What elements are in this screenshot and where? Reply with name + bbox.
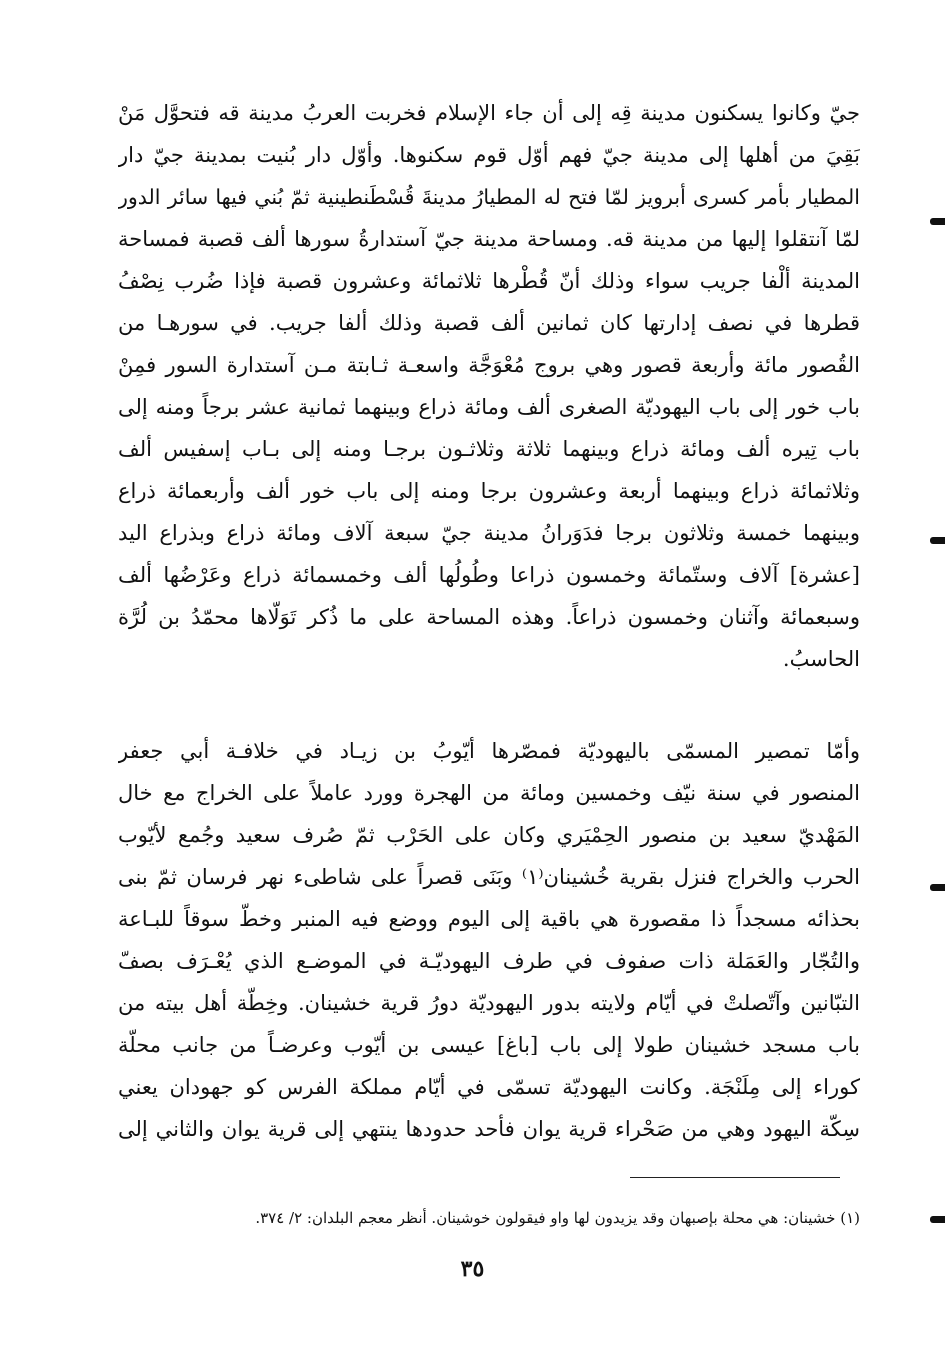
text-line: [عشرة] آلاف وستّمائة وخمسون ذراعا وطُولُها ألف وخمسمائة ذراع وعَرْضُها ألف [118, 563, 860, 587]
text-line: باب خور إلى باب اليهوديّة الصغرى ألف ومائة ذراع وبينهما ثمانية عشر برجاً ومنه إلى [118, 395, 860, 419]
text-line: وسبعمائة وآثنان وخمسون ذراعاً. وهذه المساحة على ما ذُكر تَوَلّاها محمّدُ بن لُرَّة [118, 605, 860, 629]
text-line: الحرب والخراج فنزل بقرية خُشينان⁽١⁾ وبَنَى قصراً على شاطىء نهر فرسان ثمّ بنى [118, 865, 860, 889]
footnote-separator [630, 1177, 840, 1178]
footnote: (١) خشينان: هي محلة بإصبهان وقد يزيدون لها واو فيقولون خوشينان. أنظر معجم البلدان: ٢/ ٣٧٤. [255, 1209, 860, 1227]
text-line: المنصور في سنة نيّف وخمسين ومائة من الهجرة وورد عاملاً على الخراج مع خال [118, 781, 860, 805]
text-line: باب مسجد خشينان طولا إلى باب [باغ] عيسى بن أيّوب وعرضـاً من جانب محلّة [118, 1033, 860, 1057]
text-line: باب تِيره ألف ومائة ذراع وبينهما ثلاثة وثلاثـون برجـا ومنه إلى بـاب إسفيس ألف [118, 437, 860, 461]
text-line: القُصور مائة وأربعة قصور وهي بروج مُعْوَجَّة واسعـة ثـابتة مـن آستدارة السور فمِنْ [118, 353, 860, 377]
text-line: والتُجّار والعَمَلة ذات صفوف في طرف اليهوديّـة في الموضـع الذي يُعْـرَف بصفّ [118, 949, 860, 973]
text-line: لمّا آنتقلوا إليها من مدينة قه. ومساحة مدينة جيّ آستدارةُ سورها ألف قصبة فمساحة [118, 227, 860, 251]
text-line: بحذائه مسجداً ذا مقصورة هي باقية إلى اليوم ووضع فيه المنبر وخطّ سوقاً للبـاعة [118, 907, 860, 931]
text-line: سِكّة اليهود وهي من صَحْراء قرية يوان فأحد حدودها ينتهي إلى قرية يوان والثاني إلى [118, 1117, 860, 1141]
text-line: قطرها في نصف إدارتها كان ثمانين ألف قصبة وذلك ألفا جريب. في سورهـا من [118, 311, 860, 335]
text-line: المَهْديّ سعيد بن منصور الحِمْيَري وكان على الحَرْب ثمّ صُرف سعيد وجُمع لأيّوب [118, 823, 860, 847]
text-line: التبّانين وآتّصلتْ في أيّام ولايته بدور اليهوديّة دورُ قرية خشينان. وخِطّة أهل بيته من [118, 991, 860, 1015]
scan-margin-mark [930, 537, 945, 544]
scan-margin-mark [930, 1216, 945, 1223]
text-line: المدينة ألْفا جريب سواء وذلك أنّ قُطْرها ثلاثمائة وعشرون قصبة فإذا ضُرب نِصْفُ [118, 269, 860, 293]
paragraph-1 [118, 92, 860, 680]
text-line: وثلاثمائة ذراع وبينهما أربعة وعشرون برجا ومنه إلى باب خور ألف وأربعمائة ذراع [118, 479, 860, 503]
scan-margin-mark [930, 884, 945, 891]
text-line: كوراء إلى مِلَنْجَة. وكانت اليهوديّة تسمّى في أيّام مملكة الفرس كو جهودان يعني [118, 1075, 860, 1099]
text-line: بَقِيَ من أهلها إلى مدينة جيّ فهم أوّل قوم سكنوها. وأوّل دار بُنيت بمدينة جيّ دار [118, 143, 860, 167]
text-line: الحاسبُ. [782, 647, 860, 671]
text-line: وبينهما خمسة وثلاثون برجا فدَوَرانُ مدينة جيّ سبعة آلاف ومائة ذراع وبذراع اليد [118, 521, 860, 545]
paragraph-2 [118, 730, 860, 1150]
page-number: ٣٥ [460, 1256, 485, 1282]
text-line: وأمّا تمصير المسمّى باليهوديّة فمصّرها أيّوبُ بن زيـاد في خلافـة أبي جعفر [118, 739, 860, 763]
text-line: المطيار بأمر كسرى أبرويز لمّا فتح له المطيارُ مدينةَ قُسْطَنطينية ثمّ بُني فيها سائر الدور [118, 185, 860, 209]
text-line: جيّ وكانوا يسكنون مدينة قِه إلى أن جاء الإسلام فخربت العربُ مدينة قه فتحوَّل مَنْ [118, 101, 860, 125]
scan-margin-mark [930, 218, 945, 225]
